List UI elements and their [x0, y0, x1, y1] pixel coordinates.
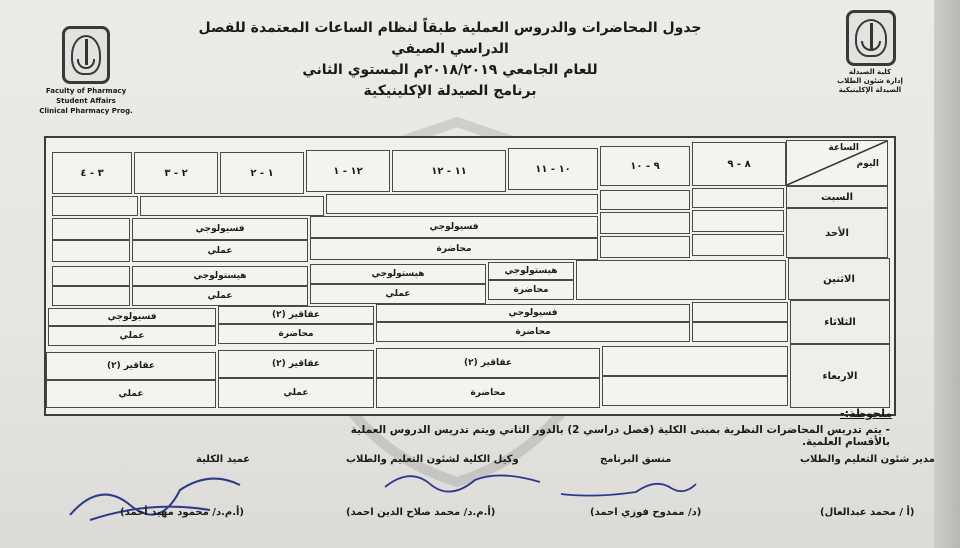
empty-cell — [600, 236, 690, 258]
day-label-sunday: الأحد — [786, 208, 888, 258]
program-name-en: Clinical Pharmacy Prog. — [39, 107, 133, 115]
schedule-cell-subject: فسيولوجي — [132, 218, 308, 240]
empty-cell — [52, 240, 130, 262]
faculty-name-ar: كلية الصيدلة — [848, 68, 892, 76]
empty-cell — [52, 196, 138, 216]
schedule-cell-subject: فسيولوجي — [376, 304, 690, 322]
empty-cell — [602, 376, 788, 406]
schedule-cell-subject: عقاقير (٢) — [376, 348, 600, 378]
empty-cell — [692, 322, 788, 342]
empty-cell — [692, 210, 784, 232]
timetable — [44, 136, 896, 416]
signature-title-program-coordinator: منسق البرنامج — [600, 454, 672, 465]
faculty-logo-left — [62, 26, 110, 84]
time-slot-header: ١٢ - ١ — [306, 150, 390, 192]
student-affairs-ar: إدارة شئون الطلاب — [837, 77, 903, 85]
faculty-logo-right — [846, 10, 896, 66]
schedule-cell-subject: هيستولوجي — [488, 262, 574, 280]
faculty-info-arabic — [820, 68, 920, 95]
empty-cell — [600, 212, 690, 234]
schedule-cell-type: محاضرة — [376, 322, 690, 342]
time-slot-header: ٢ - ٣ — [134, 152, 218, 194]
corner-hour-label: الساعة — [828, 143, 859, 153]
document-title — [180, 18, 720, 102]
signature-scrawl-coordinator — [556, 474, 706, 504]
student-affairs-en: Student Affairs — [56, 97, 116, 105]
day-label-tuesday: الثلاثاء — [790, 300, 890, 344]
schedule-cell-type: محاضرة — [310, 238, 598, 260]
corner-day-label: اليوم — [856, 159, 879, 169]
empty-cell — [692, 234, 784, 256]
schedule-cell-subject: هيستولوجي — [310, 264, 486, 284]
signature-title-vice-dean: وكيل الكلية لشئون التعليم والطلاب — [346, 454, 519, 465]
schedule-cell-type: عملي — [132, 286, 308, 306]
schedule-cell-type: عملي — [132, 240, 308, 262]
signature-title-affairs-director: مدير شئون التعليم والطلاب — [800, 454, 935, 465]
schedule-cell-subject: عقاقير (٢) — [218, 350, 374, 378]
page-binding-edge — [934, 0, 960, 548]
schedule-cell-subject: عقاقير (٢) — [218, 306, 374, 324]
signature-title-dean: عميد الكلية — [196, 454, 251, 465]
signature-scrawl-dean — [60, 460, 250, 530]
empty-cell — [602, 346, 788, 376]
program-name-ar: الصيدلة الإكلينيكية — [838, 86, 902, 94]
time-slot-header: ٣ - ٤ — [52, 152, 132, 194]
empty-cell — [692, 188, 784, 208]
day-label-wednesday: الاربعاء — [790, 344, 890, 408]
schedule-cell-subject: هيستولوجي — [132, 266, 308, 286]
empty-cell — [326, 194, 598, 214]
schedule-cell-type: محاضرة — [218, 324, 374, 344]
empty-cell — [52, 218, 130, 240]
empty-cell — [52, 286, 130, 306]
signature-scrawl-vice-dean — [380, 462, 550, 502]
schedule-cell-type: عملي — [46, 380, 216, 408]
time-slot-header: ١ - ٢ — [220, 152, 304, 194]
time-slot-header: ١١ - ١٢ — [392, 150, 506, 192]
note-text: - يتم تدريس المحاضرات النظرية بمبنى الكلية (فصل دراسي 2) بالدور الثاني ويتم تدريس الدروس العملية بالأقسام العلمية. — [350, 424, 890, 448]
day-label-monday: الاثنين — [788, 258, 890, 300]
empty-cell — [52, 266, 130, 286]
title-line-1: جدول المحاضرات والدروس العملية طبقاً لنظام الساعات المعتمدة للفصل الدراسي الصيفي — [198, 20, 702, 57]
schedule-cell-type: عملي — [218, 378, 374, 408]
schedule-cell-type: محاضرة — [488, 280, 574, 300]
schedule-cell-type: عملي — [48, 326, 216, 346]
schedule-cell-subject: فسيولوجي — [48, 308, 216, 326]
signature-name-program-coordinator: (د/ ممدوح فوزي احمد) — [590, 507, 702, 518]
empty-cell — [600, 190, 690, 210]
time-slot-header: ٩ - ١٠ — [600, 146, 690, 186]
schedule-cell-subject: فسيولوجي — [310, 216, 598, 238]
signature-name-dean: (أ.م.د/ محمود مهيد أحمد) — [120, 507, 244, 518]
empty-cell — [140, 196, 324, 216]
corner-header-cell — [786, 140, 888, 186]
title-line-3: برنامج الصيدلة الإكلينيكية — [363, 83, 537, 99]
time-slot-header: ١٠ - ١١ — [508, 148, 598, 190]
empty-cell — [692, 302, 788, 322]
day-label-saturday: السبت — [786, 186, 888, 208]
note-label: ملحوظة:- — [840, 407, 893, 420]
schedule-cell-type: عملي — [310, 284, 486, 304]
time-slot-header: ٨ - ٩ — [692, 142, 786, 186]
schedule-cell-type: محاضرة — [376, 378, 600, 408]
title-line-2: للعام الجامعي ٢٠١٨/٢٠١٩م المستوي الثاني — [302, 62, 598, 78]
schedule-cell-subject: عقاقير (٢) — [46, 352, 216, 380]
empty-cell — [576, 260, 786, 300]
signature-name-vice-dean: (أ.م.د/ محمد صلاح الدين احمد) — [346, 507, 496, 518]
faculty-info-english — [36, 86, 136, 116]
faculty-name-en: Faculty of Pharmacy — [45, 87, 127, 95]
signature-name-affairs-director: (أ / محمد عبدالعال) — [820, 507, 915, 518]
